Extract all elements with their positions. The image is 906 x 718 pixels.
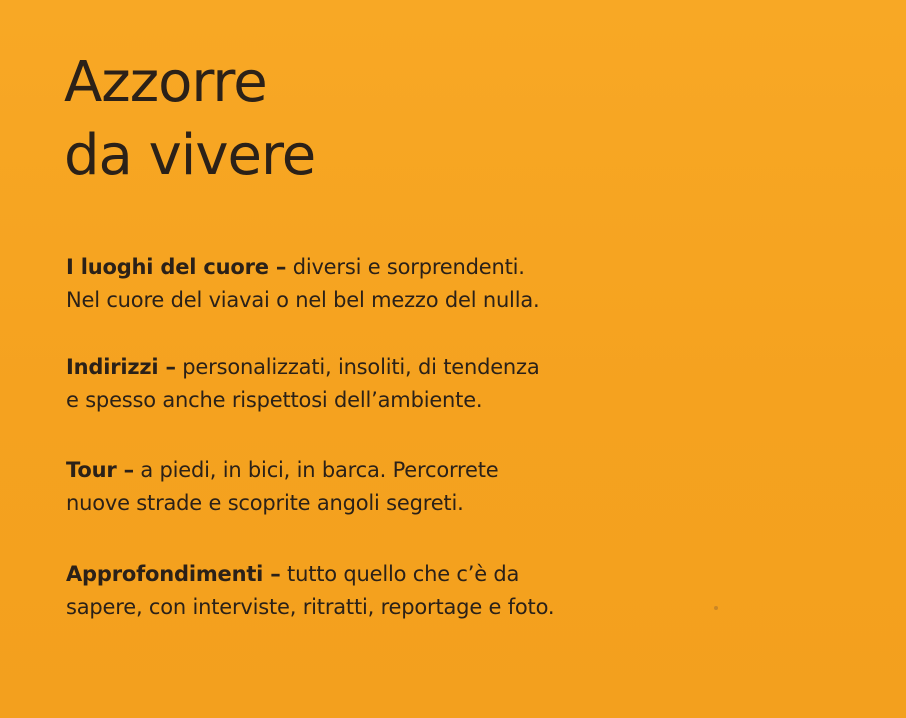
feature-line-2: sapere, con interviste, ritratti, reportage e foto.	[66, 595, 555, 619]
feature-tour	[66, 454, 686, 520]
feature-line-2: Nel cuore del viavai o nel bel mezzo del nulla.	[66, 288, 540, 312]
feature-text: tutto quello che c’è da	[280, 562, 520, 586]
feature-text: a piedi, in bici, in barca. Percorrete	[133, 458, 499, 482]
title-line-2: da vivere	[64, 123, 316, 188]
feature-line-1	[66, 454, 686, 487]
feature-text: diversi e sorprendenti.	[286, 255, 525, 279]
feature-approfondimenti	[66, 558, 686, 624]
title-line-1: Azzorre	[64, 50, 267, 115]
feature-line-2: e spesso anche rispettosi dell’ambiente.	[66, 388, 483, 412]
feature-luoghi-del-cuore	[66, 251, 686, 317]
feature-lead: Indirizzi –	[66, 355, 176, 379]
feature-line-2: nuove strade e scoprite angoli segreti.	[66, 491, 464, 515]
feature-lead: Approfondimenti –	[66, 562, 281, 586]
feature-line-1	[66, 558, 686, 591]
feature-line-1	[66, 251, 686, 284]
feature-text: personalizzati, insoliti, di tendenza	[175, 355, 540, 379]
feature-line-1	[66, 351, 686, 384]
feature-indirizzi	[66, 351, 686, 417]
page-title	[64, 46, 315, 192]
paper-speck	[714, 606, 718, 610]
feature-lead: Tour –	[66, 458, 134, 482]
feature-lead: I luoghi del cuore –	[66, 255, 287, 279]
